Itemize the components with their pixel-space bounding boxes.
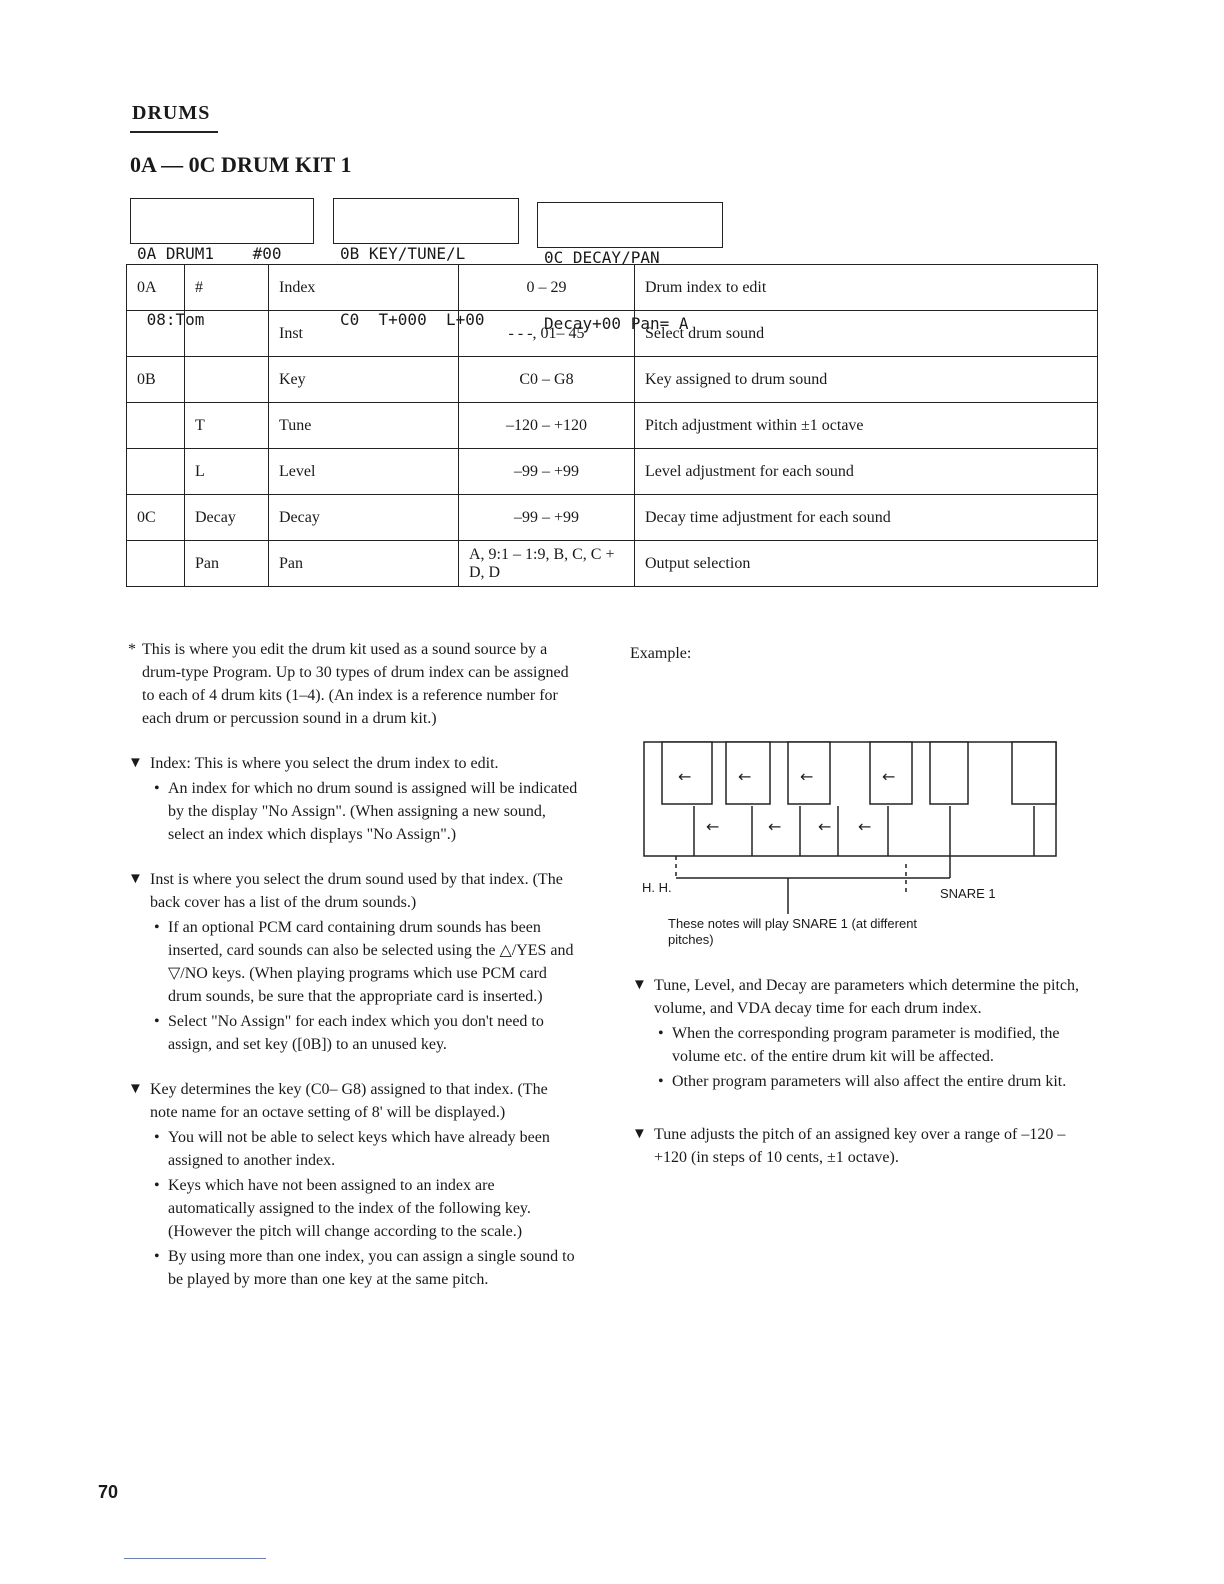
- symbol-cell: T: [185, 403, 269, 449]
- inst-heading: Inst is where you select the drum sound used by that index. (The back cover has a list of the drum sounds.): [150, 871, 563, 911]
- page-cell: 0B: [127, 357, 185, 403]
- page-cell: 0A: [127, 265, 185, 311]
- tune-subitem: [654, 1070, 1082, 1093]
- desc-cell: Pitch adjustment within ±1 octave: [635, 403, 1098, 449]
- param-cell: Pan: [269, 541, 459, 587]
- example-label: Example:: [630, 645, 692, 662]
- page-title: 0A — 0C DRUM KIT 1: [130, 152, 352, 177]
- table-row: [127, 265, 1098, 311]
- arrow-left-icon: ←: [768, 817, 782, 836]
- index-subitem: [150, 777, 578, 846]
- range-cell: A, 9:1 – 1:9, B, C, C + D, D: [459, 541, 635, 587]
- intro-note: [128, 638, 578, 730]
- key-subitem: [150, 1126, 578, 1172]
- footer-rule: [124, 1558, 266, 1559]
- range-cell: –99 – +99: [459, 495, 635, 541]
- range-cell: –120 – +120: [459, 403, 635, 449]
- symbol-cell: Decay: [185, 495, 269, 541]
- lcd-line1: 0B KEY/TUNE/L: [340, 244, 466, 263]
- bullet-icon: •: [154, 1248, 160, 1265]
- arrow-left-icon: ←: [882, 767, 896, 786]
- range-cell: 0 – 29: [459, 265, 635, 311]
- bullet-icon: •: [154, 1129, 160, 1146]
- key-heading: Key determines the key (C0– G8) assigned to that index. (The note name for an octave setting of 8' will be displayed.): [150, 1081, 548, 1121]
- page-cell: [127, 541, 185, 587]
- page-cell: [127, 311, 185, 357]
- range-cell: C0 – G8: [459, 357, 635, 403]
- param-cell: Inst: [269, 311, 459, 357]
- desc-cell: Decay time adjustment for each sound: [635, 495, 1098, 541]
- bullet-icon: •: [154, 1013, 160, 1030]
- tune-adjust-section: [632, 1123, 1082, 1169]
- key-section: [128, 1078, 578, 1291]
- lcd-line1: 0C DECAY/PAN: [544, 248, 660, 267]
- symbol-cell: [185, 311, 269, 357]
- symbol-cell: [185, 357, 269, 403]
- diagram-caption: These notes will play SNARE 1 (at different pitches): [668, 916, 918, 947]
- inst-subitem: [150, 916, 578, 1008]
- arrow-left-icon: ←: [800, 767, 814, 786]
- page-cell: [127, 403, 185, 449]
- triangle-bullet-icon: ▼: [128, 871, 143, 887]
- bullet-icon: •: [154, 1177, 160, 1194]
- table-row: [127, 541, 1098, 587]
- index-subitem-text: An index for which no drum sound is assigned will be indicated by the display "No Assign". (When assigning a new sound, select an index which displays "No Assign".): [168, 780, 578, 843]
- section-underline: [130, 131, 218, 133]
- page-number: 70: [98, 1482, 119, 1502]
- asterisk-mark: *: [128, 641, 136, 658]
- tune-section: [632, 974, 1082, 1093]
- page-cell: [127, 449, 185, 495]
- desc-cell: Level adjustment for each sound: [635, 449, 1098, 495]
- lcd-display-0b: [333, 198, 519, 329]
- page-cell: 0C: [127, 495, 185, 541]
- table-row: [127, 403, 1098, 449]
- desc-cell: Key assigned to drum sound: [635, 357, 1098, 403]
- hh-label: H. H.: [642, 880, 672, 895]
- inst-subitem-text: If an optional PCM card containing drum sounds has been inserted, card sounds can also be selected using the △/YES and ▽/NO keys. (When playing programs which use PCM card drum sounds, be sure that the appropriate card is inserted.): [168, 919, 574, 1005]
- tune-subitem-text: When the corresponding program parameter is modified, the volume etc. of the entire drum kit will be affected.: [672, 1025, 1060, 1065]
- tune-adjust-text: Tune adjusts the pitch of an assigned key over a range of –120 – +120 (in steps of 10 cents, ±1 octave).: [654, 1126, 1066, 1166]
- range-cell: - - -, 01– 45: [459, 311, 635, 357]
- param-cell: Decay: [269, 495, 459, 541]
- param-cell: Level: [269, 449, 459, 495]
- symbol-cell: Pan: [185, 541, 269, 587]
- bullet-icon: •: [658, 1025, 664, 1042]
- right-column: [632, 952, 1082, 1169]
- tune-heading: Tune, Level, and Decay are parameters which determine the pitch, volume, and VDA decay time for each drum index.: [654, 977, 1080, 1017]
- lcd-line2: 08:Tom: [137, 310, 205, 329]
- left-column: [128, 638, 578, 1291]
- symbol-cell: L: [185, 449, 269, 495]
- snare-label: SNARE 1: [940, 886, 996, 901]
- range-cell: –99 – +99: [459, 449, 635, 495]
- arrow-left-icon: ←: [818, 817, 832, 836]
- black-key: [930, 742, 968, 804]
- arrow-left-icon: ←: [706, 817, 720, 836]
- bullet-icon: •: [154, 919, 160, 936]
- inst-subitem-text: Select "No Assign" for each index which you don't need to assign, and set key ([0B]) to an unused key.: [168, 1013, 544, 1053]
- desc-cell: Select drum sound: [635, 311, 1098, 357]
- param-cell: Index: [269, 265, 459, 311]
- key-subitem: [150, 1245, 578, 1291]
- key-subitem-text: You will not be able to select keys which have already been assigned to another index.: [168, 1129, 550, 1169]
- arrow-left-icon: ←: [858, 817, 872, 836]
- section-label: DRUMS: [132, 102, 211, 124]
- black-key: [1012, 742, 1056, 804]
- param-cell: Tune: [269, 403, 459, 449]
- arrow-left-icon: ←: [678, 767, 692, 786]
- lcd-line2: Decay+00 Pan= A: [544, 314, 689, 333]
- arrow-left-icon: ←: [738, 767, 752, 786]
- lcd-line2: C0 T+000 L+00: [340, 310, 485, 329]
- table-row: [127, 449, 1098, 495]
- desc-cell: Output selection: [635, 541, 1098, 587]
- parameter-table: [126, 264, 1098, 587]
- key-subitem-text: Keys which have not been assigned to an index are automatically assigned to the index of the following key. (However the pitch will change according to the scale.): [168, 1177, 531, 1240]
- symbol-cell: #: [185, 265, 269, 311]
- index-section: [128, 752, 578, 846]
- triangle-bullet-icon: ▼: [128, 1081, 143, 1097]
- table-row: [127, 311, 1098, 357]
- tune-subitem: [654, 1022, 1082, 1068]
- intro-text: This is where you edit the drum kit used as a sound source by a drum-type Program. Up to 30 types of drum index can be assigned to each of 4 drum kits (1–4). (An index is a reference number for each drum or percussion sound in a drum kit.): [142, 641, 569, 727]
- inst-section: [128, 868, 578, 1056]
- keyboard-diagram: [630, 736, 1070, 926]
- index-heading: Index: This is where you select the drum index to edit.: [150, 755, 499, 772]
- table-row: [127, 357, 1098, 403]
- param-cell: Key: [269, 357, 459, 403]
- key-subitem-text: By using more than one index, you can assign a single sound to be played by more than one key at the same pitch.: [168, 1248, 575, 1288]
- triangle-bullet-icon: ▼: [632, 977, 647, 993]
- bullet-icon: •: [154, 780, 160, 797]
- desc-cell: Drum index to edit: [635, 265, 1098, 311]
- tune-subitem-text: Other program parameters will also affect the entire drum kit.: [672, 1073, 1067, 1090]
- table-row: [127, 495, 1098, 541]
- bullet-icon: •: [658, 1073, 664, 1090]
- lcd-line1: 0A DRUM1 #00: [137, 244, 282, 263]
- triangle-bullet-icon: ▼: [632, 1126, 647, 1142]
- inst-subitem: [150, 1010, 578, 1056]
- key-subitem: [150, 1174, 578, 1243]
- triangle-bullet-icon: ▼: [128, 755, 143, 771]
